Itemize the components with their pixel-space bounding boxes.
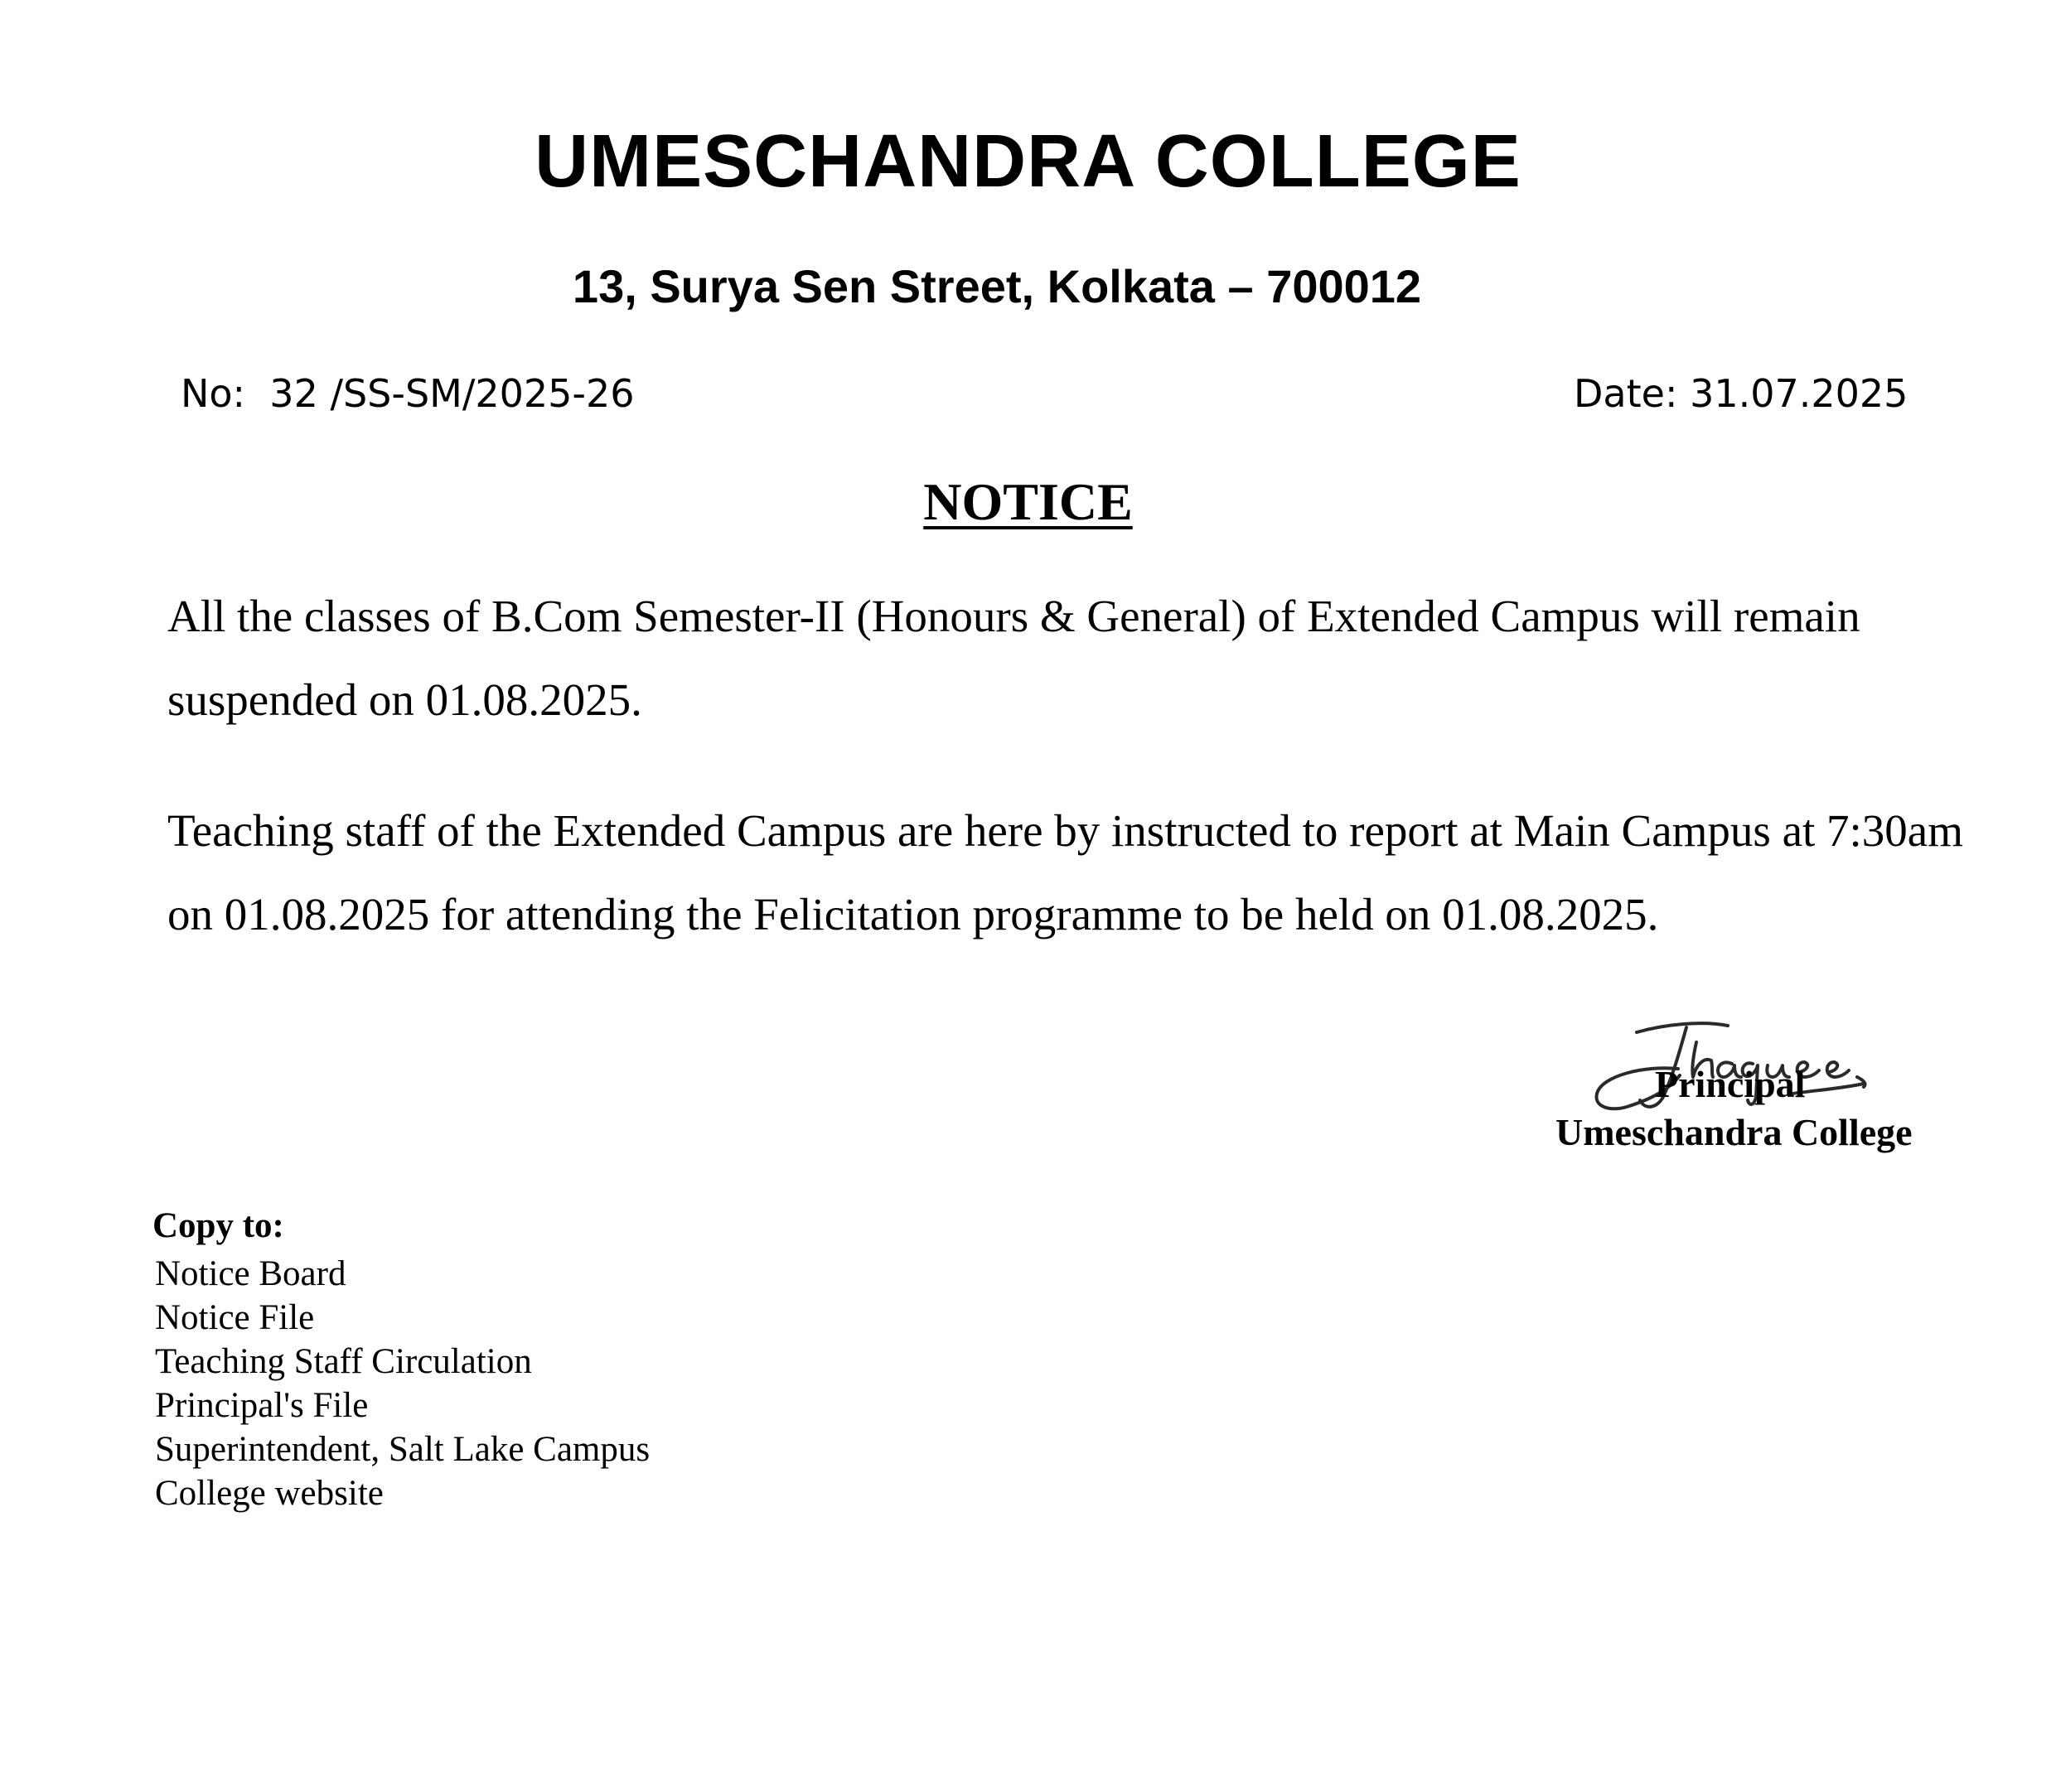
copy-to-item-principal-file: Principal's File <box>155 1386 369 1425</box>
notice-heading: NOTICE <box>923 472 1133 531</box>
college-name: UMESCHANDRA COLLEGE <box>535 120 1521 203</box>
copy-to-item-notice-file: Notice File <box>155 1298 315 1337</box>
reference-number: No: 32 /SS-SM/2025-26 <box>181 371 635 416</box>
copy-to-item-college-website: College website <box>155 1474 384 1513</box>
notice-paragraph-2: Teaching staff of the Extended Campus are here by instructed to report at Main Campus at 7:30am on 01.08.2025 for attending the Felicitation programme to be held on 01.08.2025. <box>167 805 1963 939</box>
copy-to-item-superintendent: Superintendent, Salt Lake Campus <box>155 1430 651 1469</box>
signatory-organization: Umeschandra College <box>1555 1111 1913 1153</box>
college-address: 13, Surya Sen Street, Kolkata – 700012 <box>572 260 1422 312</box>
notice-paragraph-1: All the classes of B.Com Semester-II (Honours & General) of Extended Campus will remain suspended on 01.08.2025. <box>167 591 1860 725</box>
copy-to-list <box>155 1252 650 1515</box>
notice-date: Date: 31.07.2025 <box>1574 371 1908 416</box>
signatory-title: Principal <box>1655 1063 1806 1105</box>
copy-to-item-notice-board: Notice Board <box>155 1254 346 1293</box>
copy-to-heading: Copy to: <box>152 1206 284 1245</box>
copy-to-item-teaching-staff: Teaching Staff Circulation <box>155 1342 532 1381</box>
